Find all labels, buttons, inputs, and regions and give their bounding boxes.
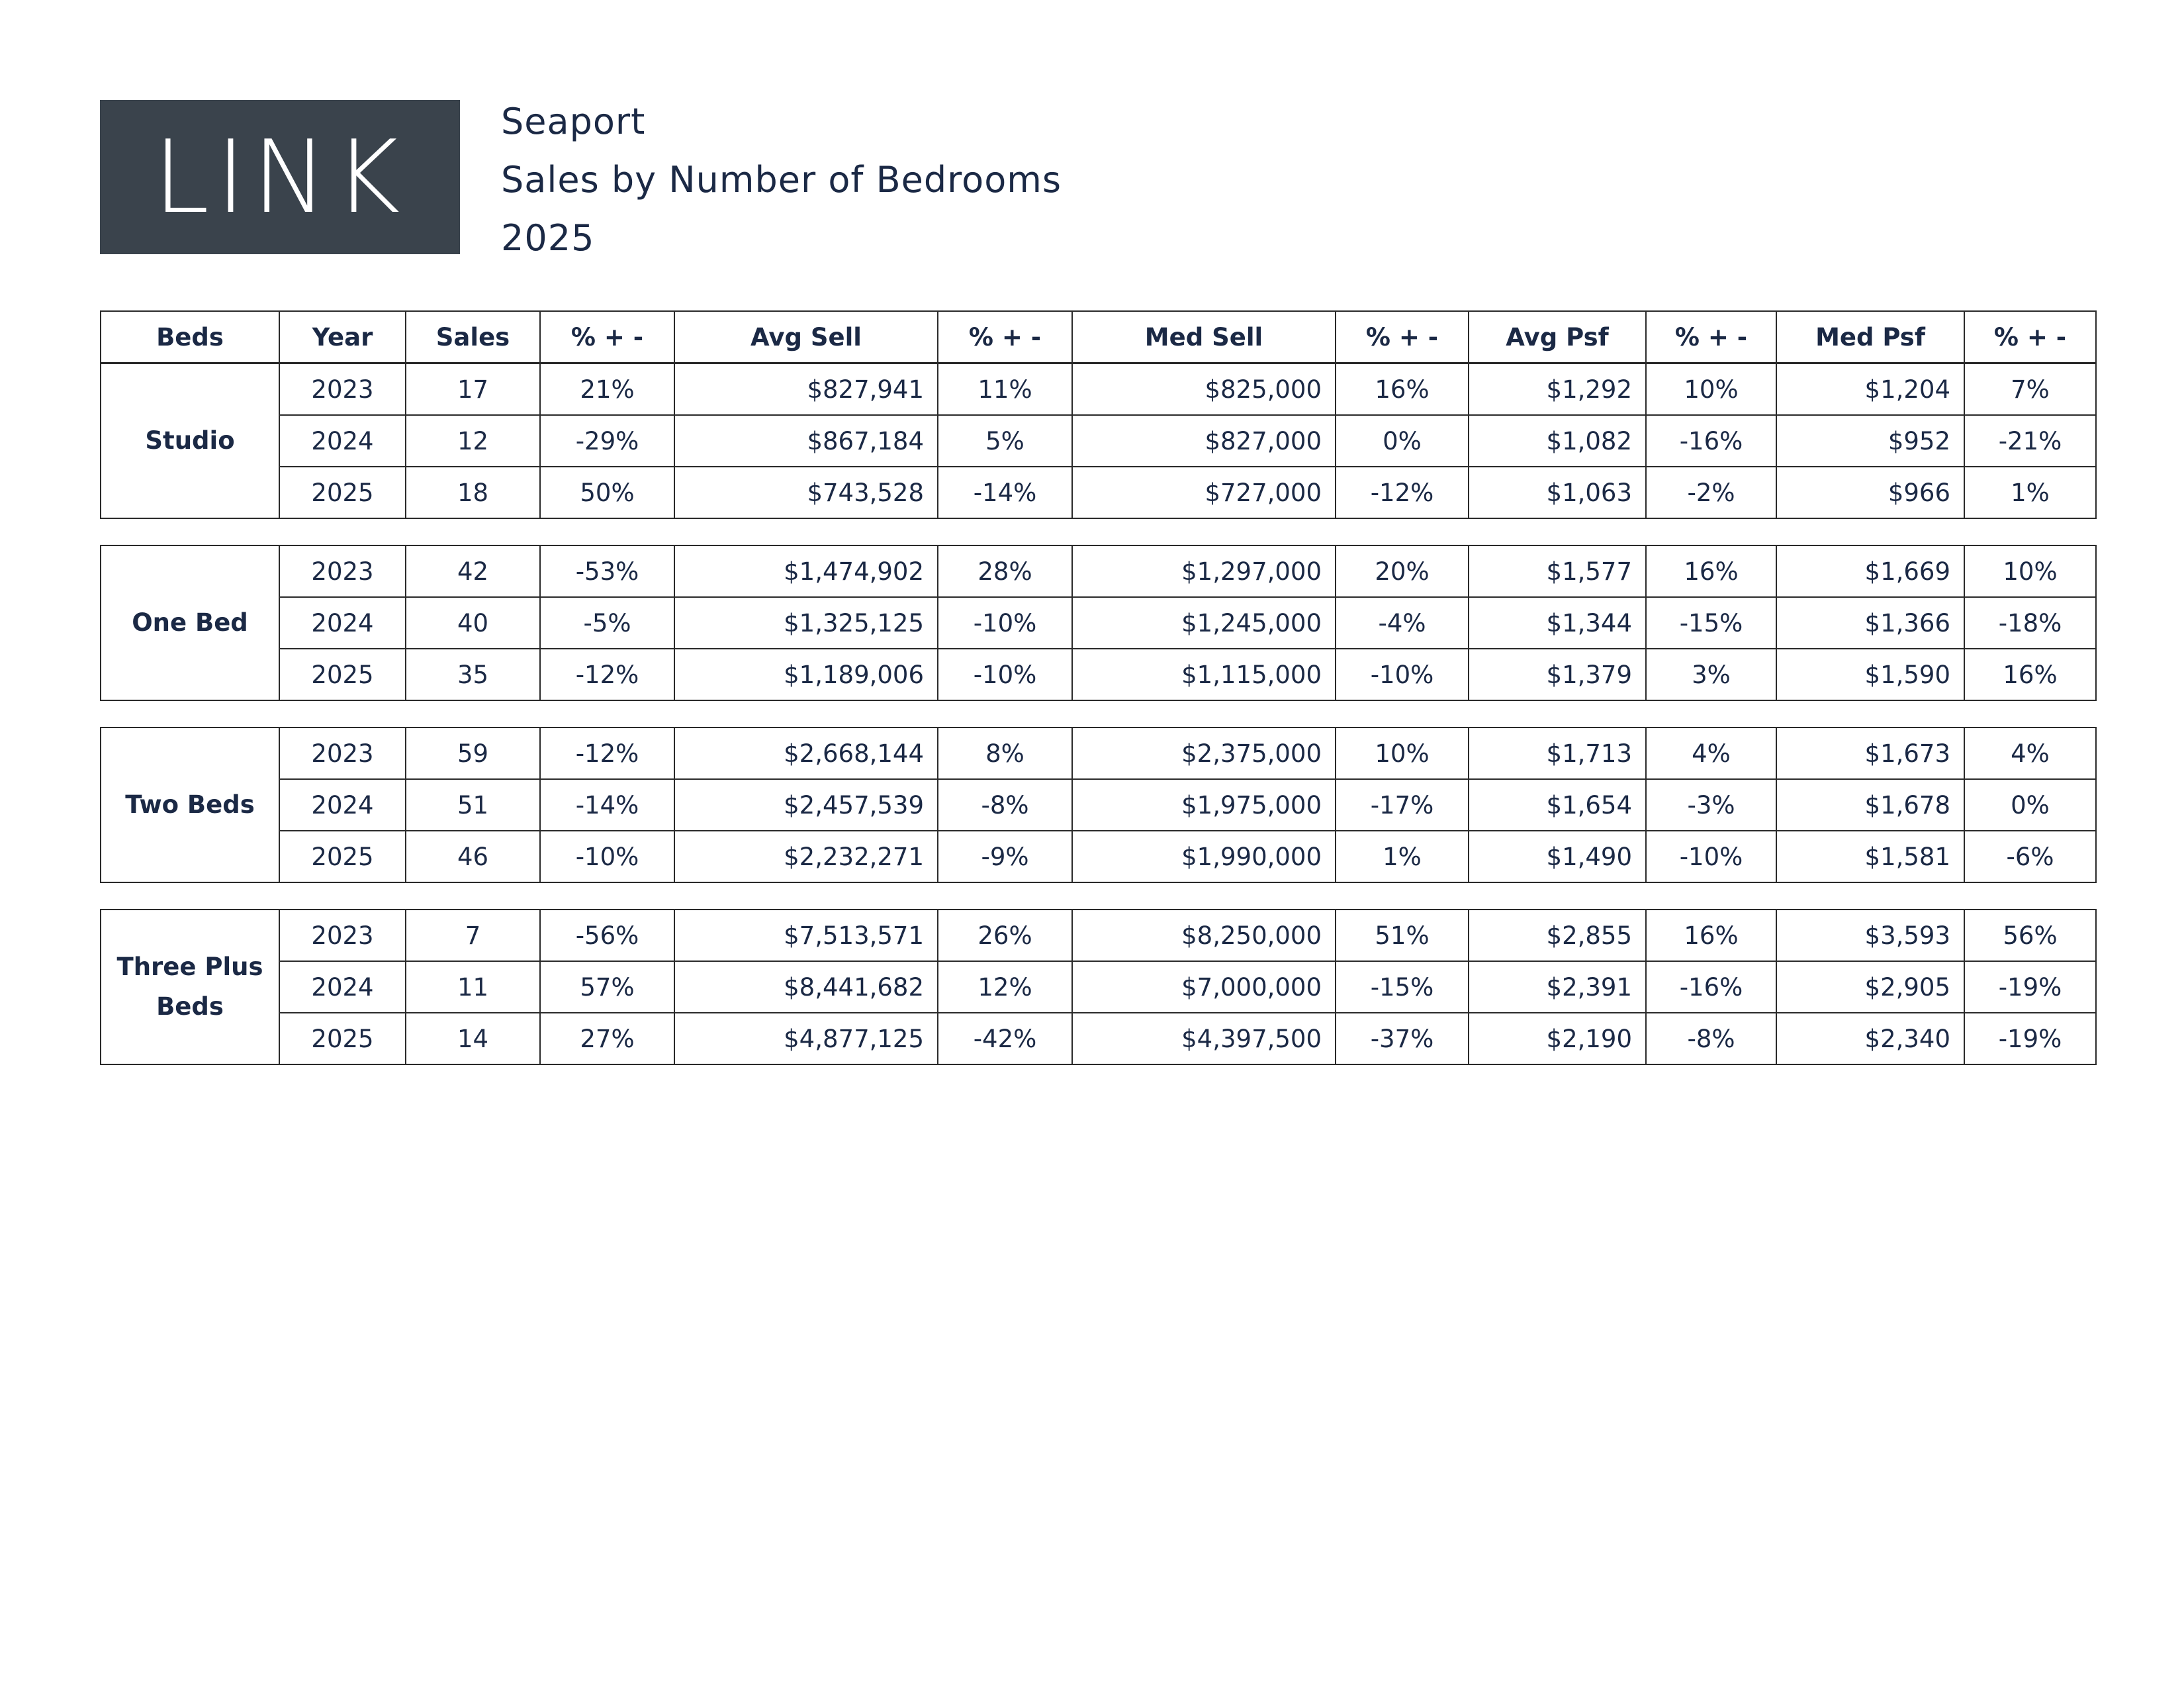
link-logo (100, 100, 460, 254)
avg-sell-change-cell: -10% (938, 597, 1072, 649)
med-sell-change-cell: 0% (1336, 415, 1469, 467)
group-one-bed (100, 545, 2097, 701)
header-beds: Beds (101, 311, 279, 363)
med-psf-change-cell: 4% (1964, 727, 2096, 779)
med-sell-change-cell: 20% (1336, 545, 1469, 597)
avg-psf-change-cell: 16% (1646, 910, 1776, 961)
year-cell: 2023 (279, 727, 406, 779)
med-psf-change-cell: -21% (1964, 415, 2096, 467)
med-psf-change-cell: 0% (1964, 779, 2096, 831)
table-row (101, 910, 2096, 961)
avg-psf-change-cell: -3% (1646, 779, 1776, 831)
avg-sell-change-cell: -42% (938, 1013, 1072, 1064)
avg-sell-cell: $1,189,006 (674, 649, 938, 700)
year-cell: 2024 (279, 415, 406, 467)
med-psf-cell: $1,581 (1776, 831, 1964, 882)
med-sell-cell: $1,975,000 (1072, 779, 1336, 831)
avg-psf-cell: $1,713 (1469, 727, 1646, 779)
med-psf-cell: $1,669 (1776, 545, 1964, 597)
group-three-plus-beds (100, 909, 2097, 1065)
neighborhood-title: Seaport (501, 101, 646, 142)
sales-change-cell: -56% (540, 910, 674, 961)
med-sell-change-cell: 16% (1336, 363, 1469, 415)
avg-sell-change-cell: -9% (938, 831, 1072, 882)
avg-sell-change-cell: -10% (938, 649, 1072, 700)
med-psf-cell: $1,590 (1776, 649, 1964, 700)
year-cell: 2023 (279, 363, 406, 415)
med-sell-change-cell: -4% (1336, 597, 1469, 649)
med-sell-change-cell: -10% (1336, 649, 1469, 700)
header-med-sell-change: % + - (1336, 311, 1469, 363)
sales-cell: 17 (406, 363, 540, 415)
med-psf-change-cell: 16% (1964, 649, 2096, 700)
med-sell-cell: $2,375,000 (1072, 727, 1336, 779)
med-sell-change-cell: -12% (1336, 467, 1469, 518)
med-sell-cell: $1,990,000 (1072, 831, 1336, 882)
avg-sell-cell: $2,457,539 (674, 779, 938, 831)
sales-change-cell: 57% (540, 961, 674, 1013)
avg-psf-change-cell: 3% (1646, 649, 1776, 700)
sales-change-cell: -53% (540, 545, 674, 597)
year-cell: 2025 (279, 467, 406, 518)
med-psf-change-cell: -19% (1964, 1013, 2096, 1064)
med-sell-cell: $1,245,000 (1072, 597, 1336, 649)
beds-label: Two Beds (101, 727, 279, 882)
header-avg-sell: Avg Sell (674, 311, 938, 363)
sales-cell: 7 (406, 910, 540, 961)
sales-change-cell: -10% (540, 831, 674, 882)
med-psf-change-cell: -6% (1964, 831, 2096, 882)
table-row (101, 831, 2096, 882)
sales-change-cell: 50% (540, 467, 674, 518)
med-sell-change-cell: -15% (1336, 961, 1469, 1013)
med-psf-cell: $1,673 (1776, 727, 1964, 779)
med-sell-cell: $7,000,000 (1072, 961, 1336, 1013)
avg-sell-change-cell: -8% (938, 779, 1072, 831)
table-row (101, 415, 2096, 467)
med-psf-cell: $1,204 (1776, 363, 1964, 415)
table-row (101, 467, 2096, 518)
avg-psf-cell: $1,490 (1469, 831, 1646, 882)
table-row (101, 961, 2096, 1013)
table-row (101, 545, 2096, 597)
sales-cell: 14 (406, 1013, 540, 1064)
med-psf-change-cell: 56% (1964, 910, 2096, 961)
table-row (101, 597, 2096, 649)
avg-psf-change-cell: -16% (1646, 415, 1776, 467)
year-cell: 2023 (279, 910, 406, 961)
med-sell-cell: $1,297,000 (1072, 545, 1336, 597)
table-row (101, 779, 2096, 831)
med-sell-change-cell: 1% (1336, 831, 1469, 882)
group-two-beds (100, 727, 2097, 883)
med-psf-change-cell: -19% (1964, 961, 2096, 1013)
avg-psf-cell: $1,292 (1469, 363, 1646, 415)
avg-sell-change-cell: -14% (938, 467, 1072, 518)
beds-label: Studio (101, 363, 279, 518)
med-sell-cell: $1,115,000 (1072, 649, 1336, 700)
med-sell-change-cell: 10% (1336, 727, 1469, 779)
header-avg-sell-change: % + - (938, 311, 1072, 363)
avg-sell-change-cell: 28% (938, 545, 1072, 597)
avg-sell-cell: $1,325,125 (674, 597, 938, 649)
med-psf-change-cell: 1% (1964, 467, 2096, 518)
avg-sell-cell: $867,184 (674, 415, 938, 467)
sales-cell: 18 (406, 467, 540, 518)
avg-psf-change-cell: -8% (1646, 1013, 1776, 1064)
med-psf-cell: $952 (1776, 415, 1964, 467)
avg-psf-cell: $1,577 (1469, 545, 1646, 597)
avg-psf-change-cell: 10% (1646, 363, 1776, 415)
sales-cell: 35 (406, 649, 540, 700)
year-cell: 2024 (279, 779, 406, 831)
table-row (101, 1013, 2096, 1064)
med-psf-change-cell: 7% (1964, 363, 2096, 415)
avg-sell-cell: $827,941 (674, 363, 938, 415)
med-sell-cell: $825,000 (1072, 363, 1336, 415)
med-sell-change-cell: -17% (1336, 779, 1469, 831)
avg-psf-change-cell: -15% (1646, 597, 1776, 649)
avg-psf-cell: $1,344 (1469, 597, 1646, 649)
table-row (101, 363, 2096, 415)
table-header (100, 310, 2097, 363)
year-cell: 2024 (279, 961, 406, 1013)
header-sales-change: % + - (540, 311, 674, 363)
sales-cell: 42 (406, 545, 540, 597)
report-title: Sales by Number of Bedrooms (501, 159, 1062, 201)
avg-psf-change-cell: -16% (1646, 961, 1776, 1013)
header-med-psf-change: % + - (1964, 311, 2096, 363)
header-year: Year (279, 311, 406, 363)
sales-change-cell: -12% (540, 727, 674, 779)
med-sell-cell: $4,397,500 (1072, 1013, 1336, 1064)
med-sell-cell: $8,250,000 (1072, 910, 1336, 961)
med-psf-cell: $1,366 (1776, 597, 1964, 649)
year-cell: 2024 (279, 597, 406, 649)
sales-change-cell: 27% (540, 1013, 674, 1064)
year-cell: 2025 (279, 831, 406, 882)
sales-cell: 11 (406, 961, 540, 1013)
beds-label: Three Plus Beds (101, 910, 279, 1064)
avg-sell-change-cell: 12% (938, 961, 1072, 1013)
avg-sell-cell: $4,877,125 (674, 1013, 938, 1064)
avg-psf-cell: $1,063 (1469, 467, 1646, 518)
avg-psf-change-cell: 4% (1646, 727, 1776, 779)
avg-psf-change-cell: 16% (1646, 545, 1776, 597)
med-psf-cell: $3,593 (1776, 910, 1964, 961)
year-cell: 2025 (279, 1013, 406, 1064)
avg-psf-cell: $2,391 (1469, 961, 1646, 1013)
year-cell: 2023 (279, 545, 406, 597)
avg-sell-change-cell: 11% (938, 363, 1072, 415)
avg-sell-cell: $2,232,271 (674, 831, 938, 882)
avg-sell-cell: $7,513,571 (674, 910, 938, 961)
avg-sell-cell: $1,474,902 (674, 545, 938, 597)
med-psf-cell: $2,340 (1776, 1013, 1964, 1064)
avg-sell-change-cell: 8% (938, 727, 1072, 779)
med-psf-change-cell: 10% (1964, 545, 2096, 597)
avg-psf-change-cell: -10% (1646, 831, 1776, 882)
group-studio (100, 363, 2097, 519)
med-psf-cell: $1,678 (1776, 779, 1964, 831)
sales-cell: 59 (406, 727, 540, 779)
table-row (101, 727, 2096, 779)
report-titles (501, 93, 1062, 267)
logo-text: LINK (153, 118, 407, 236)
beds-label: One Bed (101, 545, 279, 700)
med-psf-cell: $966 (1776, 467, 1964, 518)
header-sales: Sales (406, 311, 540, 363)
sales-cell: 12 (406, 415, 540, 467)
avg-sell-cell: $8,441,682 (674, 961, 938, 1013)
avg-psf-cell: $1,379 (1469, 649, 1646, 700)
table-row (101, 649, 2096, 700)
sales-change-cell: -5% (540, 597, 674, 649)
med-sell-change-cell: 51% (1336, 910, 1469, 961)
sales-change-cell: -12% (540, 649, 674, 700)
sales-cell: 46 (406, 831, 540, 882)
header-avg-psf-change: % + - (1646, 311, 1776, 363)
year-cell: 2025 (279, 649, 406, 700)
header-med-sell: Med Sell (1072, 311, 1336, 363)
header-med-psf: Med Psf (1776, 311, 1964, 363)
header-avg-psf: Avg Psf (1469, 311, 1646, 363)
sales-cell: 40 (406, 597, 540, 649)
report-year: 2025 (501, 217, 595, 259)
sales-change-cell: 21% (540, 363, 674, 415)
med-sell-cell: $827,000 (1072, 415, 1336, 467)
avg-psf-cell: $1,654 (1469, 779, 1646, 831)
med-sell-cell: $727,000 (1072, 467, 1336, 518)
avg-psf-cell: $2,190 (1469, 1013, 1646, 1064)
sales-cell: 51 (406, 779, 540, 831)
avg-sell-cell: $2,668,144 (674, 727, 938, 779)
avg-sell-change-cell: 5% (938, 415, 1072, 467)
avg-psf-cell: $2,855 (1469, 910, 1646, 961)
avg-sell-change-cell: 26% (938, 910, 1072, 961)
med-sell-change-cell: -37% (1336, 1013, 1469, 1064)
sales-change-cell: -14% (540, 779, 674, 831)
avg-psf-cell: $1,082 (1469, 415, 1646, 467)
med-psf-change-cell: -18% (1964, 597, 2096, 649)
sales-change-cell: -29% (540, 415, 674, 467)
med-psf-cell: $2,905 (1776, 961, 1964, 1013)
avg-psf-change-cell: -2% (1646, 467, 1776, 518)
avg-sell-cell: $743,528 (674, 467, 938, 518)
